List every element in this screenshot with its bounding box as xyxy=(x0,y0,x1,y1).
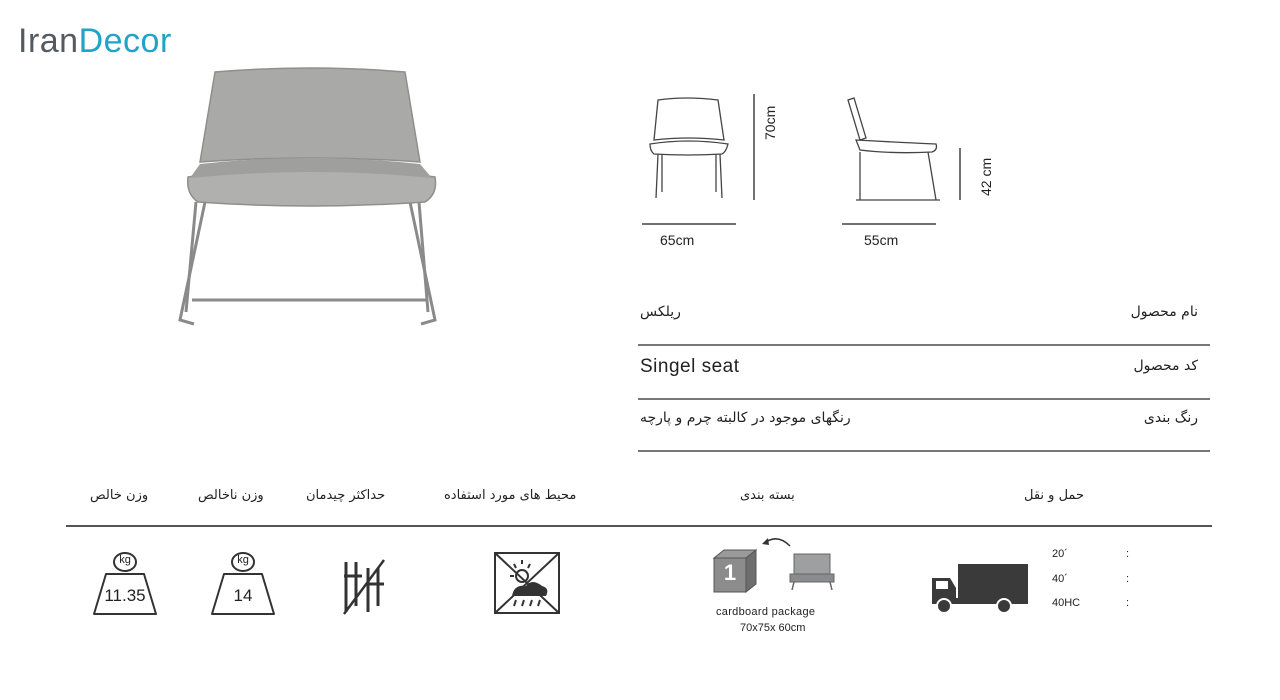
package-type: cardboard package xyxy=(716,606,816,618)
logo-text-iran: Iran xyxy=(18,22,79,60)
net-weight-value: 11.35 xyxy=(104,586,146,605)
packaged-chair-icon xyxy=(786,552,838,592)
spec-label-code: کد محصول xyxy=(1133,358,1198,374)
ship-container-40: 40´ xyxy=(1052,573,1068,585)
ship-container-20: 20´ xyxy=(1052,548,1068,560)
chair-image xyxy=(170,62,450,332)
logo-text-decor: Decor xyxy=(78,22,172,60)
ship-sep-40hc: : xyxy=(1126,597,1130,609)
front-view-drawing xyxy=(636,88,766,238)
brand-logo xyxy=(18,22,172,61)
arrow-icon xyxy=(760,534,794,550)
spec-value-name: ریلکس xyxy=(640,304,681,320)
spec-row-code xyxy=(638,346,1210,400)
spec-value-colors: رنگهای موجود در کالبته چرم و پارچه xyxy=(640,410,851,426)
header-environment: محیط های مورد استفاده xyxy=(444,488,577,503)
side-depth-label: 55cm xyxy=(864,232,899,248)
front-height-label: 70cm xyxy=(762,105,778,140)
side-view-drawing xyxy=(832,88,1002,238)
spec-label-colors: رنگ بندی xyxy=(1143,410,1198,426)
truck-icon xyxy=(928,562,1030,616)
ship-container-40hc: 40HC xyxy=(1052,597,1081,609)
header-packaging: بسته بندی xyxy=(740,488,795,503)
seat-height-label: 42 cm xyxy=(978,157,994,196)
header-max-stack: حداکثر چیدمان xyxy=(306,488,386,503)
spec-label-name: نام محصول xyxy=(1130,304,1198,320)
header-gross-weight: وزن ناخالص xyxy=(198,488,264,503)
ship-sep-20: : xyxy=(1126,548,1130,560)
net-weight-unit: kg xyxy=(119,554,131,566)
ship-sep-40: : xyxy=(1126,573,1130,585)
header-net-weight: وزن خالص xyxy=(90,488,149,503)
front-width-label: 65cm xyxy=(660,232,695,248)
package-size: 70x75x 60cm xyxy=(740,622,806,634)
package-box-icon xyxy=(710,548,758,594)
no-stack-icon xyxy=(338,556,390,618)
net-weight-icon xyxy=(88,548,162,618)
gross-weight-icon xyxy=(206,548,280,618)
spec-value-code: Singel seat xyxy=(640,356,740,377)
gross-weight-value: 14 xyxy=(233,586,253,605)
section-divider xyxy=(66,525,1212,527)
spec-row-name xyxy=(638,292,1210,346)
no-outdoor-icon xyxy=(492,550,562,616)
package-count: 1 xyxy=(723,560,737,585)
spec-row-colors xyxy=(638,398,1210,452)
gross-weight-unit: kg xyxy=(237,554,249,566)
header-shipping: حمل و نقل xyxy=(1024,488,1084,503)
